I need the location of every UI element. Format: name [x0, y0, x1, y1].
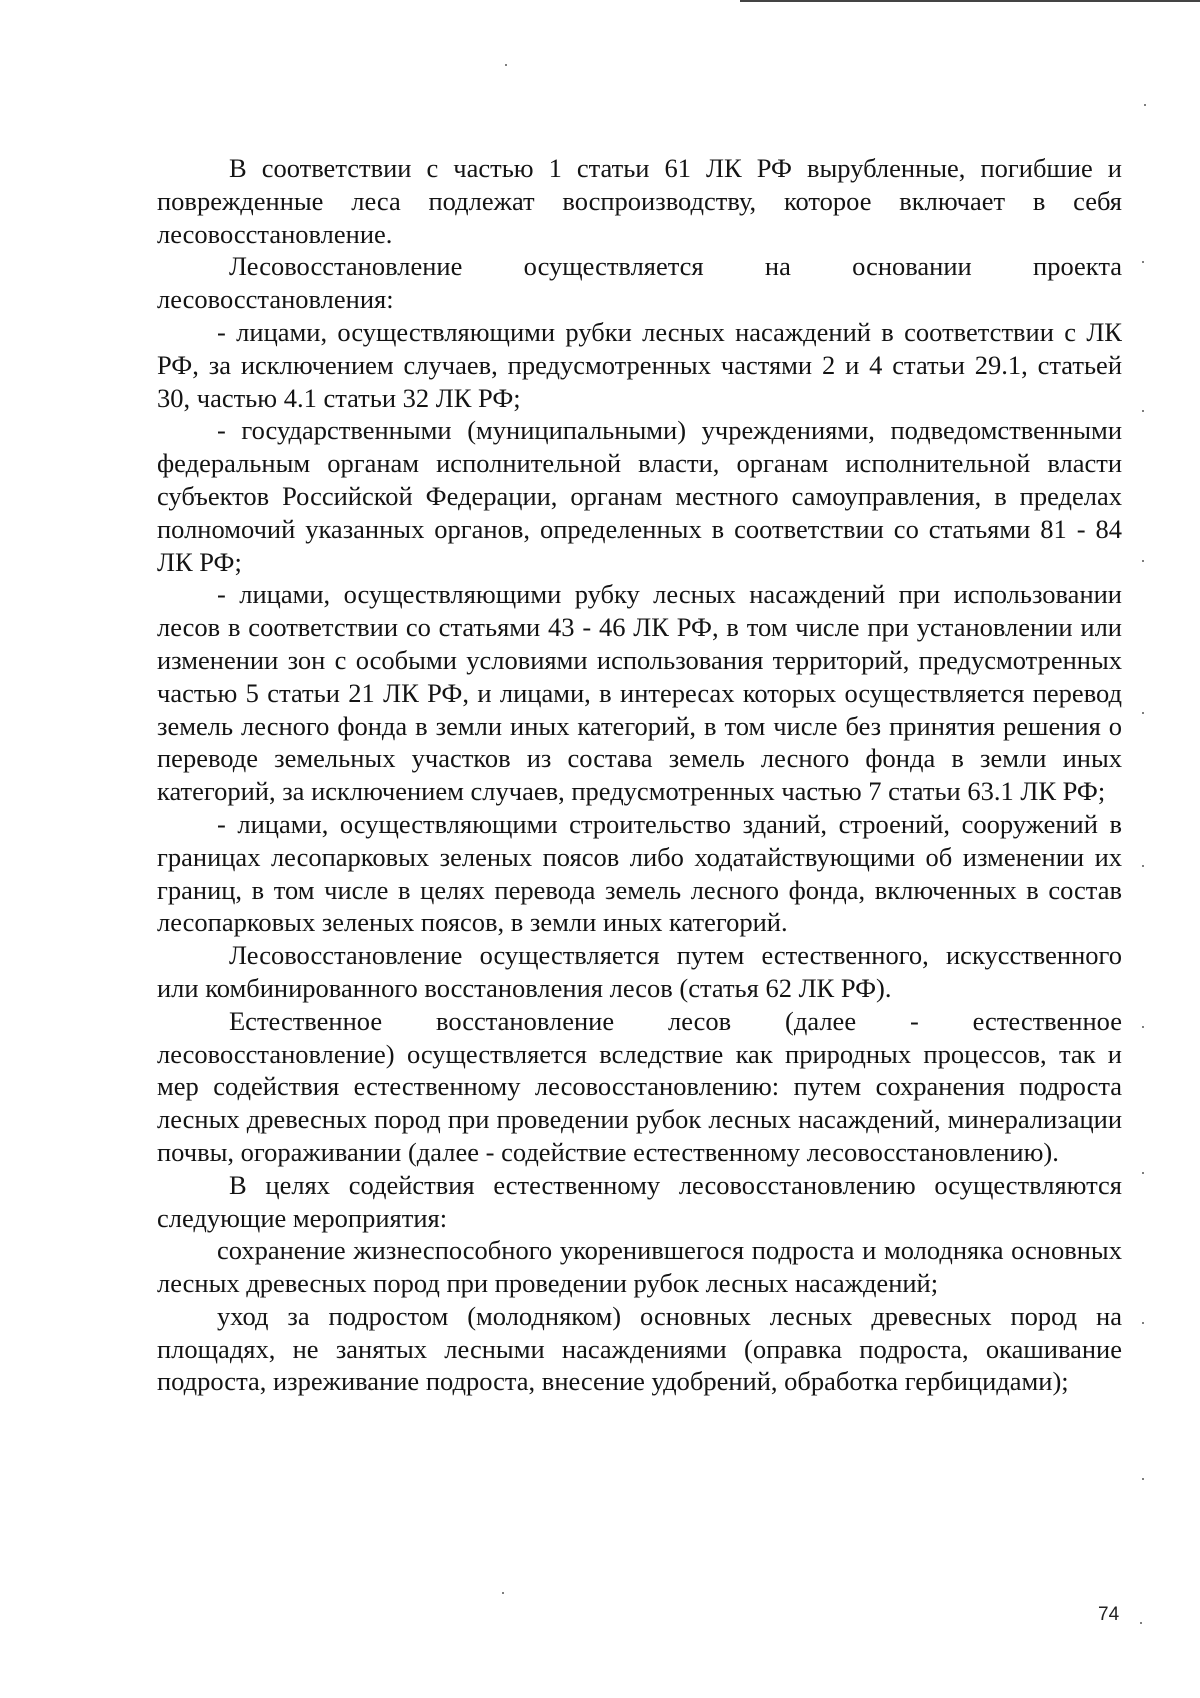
scan-speck — [1144, 104, 1146, 106]
scan-speck — [505, 64, 507, 66]
list-item: - лицами, осуществляющими рубку лесных насаждений при использовании лесов в соответствии со статьями 43 - 46 ЛК РФ, в том числе при установлении или изменении зон с особыми условиями использования территорий, предусмотренных частью 5 статьи 21 ЛК РФ, и лицами, в интересах которых осуществляется перевод земель лесного фонда в земли иных категорий, в том числе без принятия решения о переводе земельных участков из состава земель лесного фонда в земли иных категорий, за исключением случаев, предусмотренных частью 7 статьи 63.1 ЛК РФ; — [157, 579, 1122, 807]
scan-speck — [1142, 1478, 1144, 1480]
page-number: 74 — [1098, 1604, 1120, 1625]
list-item: - лицами, осуществляющими строительство зданий, строений, сооружений в границах лесопарковых зеленых поясов либо ходатайствующими об изменении их границ, в том числе в целях перевода земель лесного фонда, включенных в состав лесопарковых зеленых поясов, в земли иных категорий. — [157, 808, 1122, 938]
paragraph: В целях содействия естественному лесовосстановлению осуществляются следующие мероприятия: — [157, 1169, 1122, 1233]
scan-speck — [1142, 1172, 1144, 1174]
scan-speck — [1142, 261, 1144, 263]
list-item: сохранение жизнеспособного укоренившегося подроста и молодняка основных лесных древесных пород при проведении рубок лесных насаждений; — [157, 1235, 1122, 1299]
scan-speck — [1142, 865, 1144, 867]
scan-edge-line — [740, 0, 1200, 2]
list-item: - лицами, осуществляющими рубки лесных насаждений в соответствии с ЛК РФ, за исключением случаев, предусмотренных частями 2 и 4 статьи 29.1, статьей 30, частью 4.1 статьи 32 ЛК РФ; — [157, 316, 1122, 413]
scan-speck — [1142, 410, 1144, 412]
document-body — [157, 152, 1122, 1398]
scan-speck — [1140, 1622, 1142, 1624]
scan-speck — [1142, 1026, 1144, 1028]
scan-speck — [1142, 560, 1144, 562]
scan-speck — [502, 1592, 504, 1594]
paragraph: Естественное восстановление лесов (далее - естественное лесовосстановление) осуществляется вследствие как природных процессов, так и мер содействия естественному лесовосстановлению: путем сохранения подроста лесных древесных пород при проведении рубок лесных насаждений, минерализации почвы, огораживании (далее - содействие естественному лесовосстановлению). — [157, 1005, 1122, 1167]
list-item: уход за подростом (молодняком) основных лесных древесных пород на площадях, не занятых лесными насаждениями (оправка подроста, окашивание подроста, изреживание подроста, внесение удобрений, обработка гербицидами); — [157, 1300, 1122, 1397]
list-item: - государственными (муниципальными) учреждениями, подведомственными федеральным органам исполнительной власти, органам исполнительной власти субъектов Российской Федерации, органам местного самоуправления, в пределах полномочий указанных органов, определенных в соответствии со статьями 81 - 84 ЛК РФ; — [157, 415, 1122, 577]
paragraph: В соответствии с частью 1 статьи 61 ЛК РФ вырубленные, погибшие и поврежденные леса подлежат воспроизводству, которое включает в себя лесовосстановление. — [157, 153, 1122, 249]
scan-speck — [1142, 1322, 1144, 1324]
paragraph: Лесовосстановление осуществляется на основании проекта лесовосстановления: — [157, 251, 1122, 315]
scan-speck — [1142, 712, 1144, 714]
paragraph: Лесовосстановление осуществляется путем естественного, искусственного или комбинированного восстановления лесов (статья 62 ЛК РФ). — [157, 940, 1122, 1003]
